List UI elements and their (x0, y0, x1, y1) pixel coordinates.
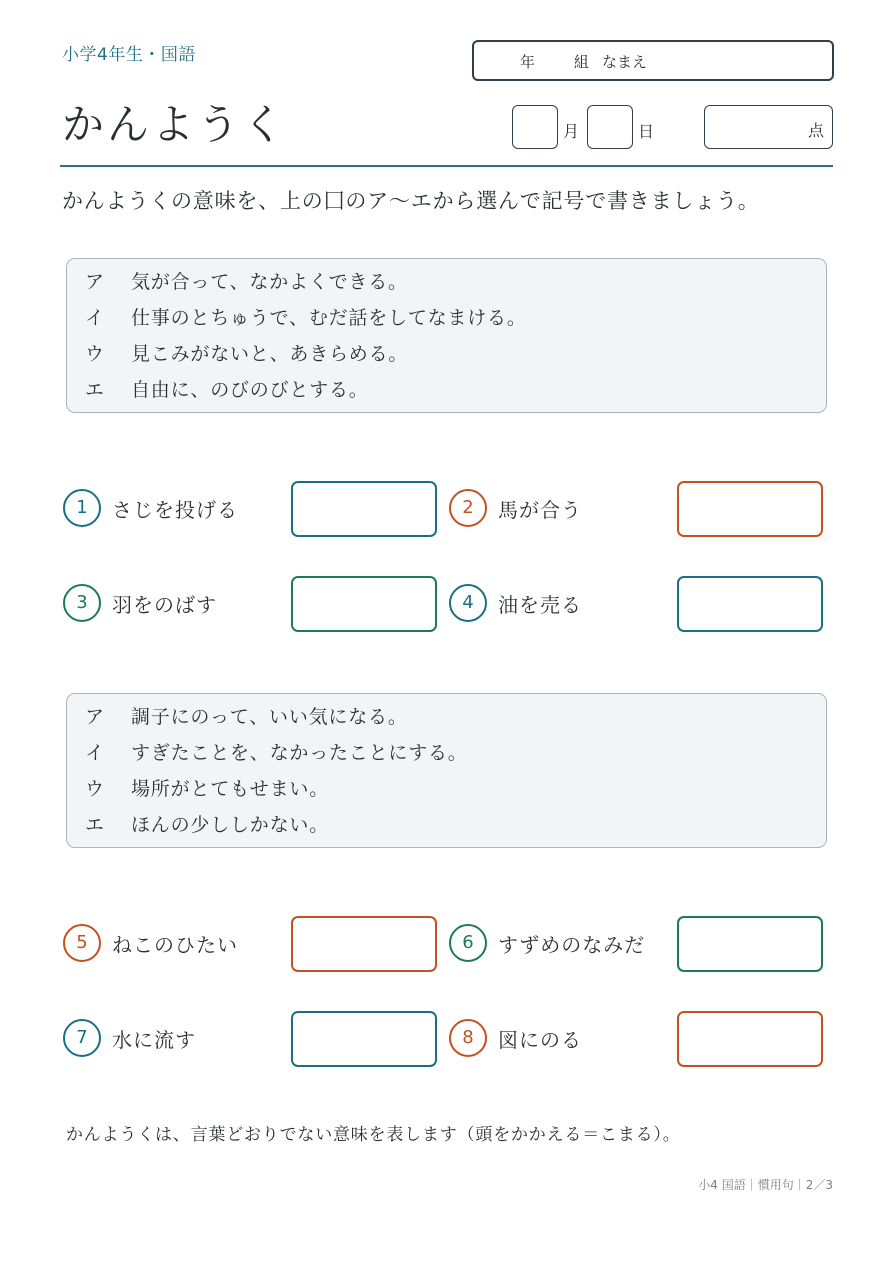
question-text-1: さじを投げる (112, 498, 238, 522)
day-label: 日 (638, 122, 655, 141)
answer-box-8[interactable] (677, 1011, 823, 1067)
question-text-4: 油を売る (498, 593, 582, 617)
answer-box-4[interactable] (677, 576, 823, 632)
choice-i: イ 仕事のとちゅうで、むだ話をしてなまける。 (85, 307, 527, 329)
choice-e: エ 自由に、のびのびとする。 (85, 379, 369, 401)
month-field[interactable] (512, 105, 558, 149)
score-field[interactable] (704, 105, 833, 149)
grade-subject-label: 小学4年生・国語 (62, 45, 196, 65)
question-number-2: 2 (449, 489, 487, 527)
header-divider (60, 165, 833, 167)
month-label: 月 (563, 122, 580, 141)
name-year-label: 年 (520, 53, 536, 71)
choice-a: ア 気が合って、なかよくできる。 (85, 271, 408, 293)
question-text-6: すずめのなみだ (498, 933, 646, 957)
choice-e: エ ほんの少ししかない。 (85, 814, 330, 836)
name-label: なまえ (602, 53, 648, 71)
question-text-2: 馬が合う (498, 498, 582, 522)
page-footer: 小4 国語｜慣用句｜2／3 (698, 1178, 833, 1192)
page-title: かんようく (62, 100, 288, 149)
choice-u: ウ 場所がとてもせまい。 (85, 778, 330, 800)
question-text-3: 羽をのばす (112, 593, 217, 617)
question-number-7: 7 (63, 1019, 101, 1057)
question-number-5: 5 (63, 924, 101, 962)
score-label: 点 (807, 121, 824, 140)
question-number-6: 6 (449, 924, 487, 962)
question-number-4: 4 (449, 584, 487, 622)
instruction-text: かんようくの意味を、上の囗のア〜エから選んで記号で書きましょう。 (62, 189, 760, 213)
answer-box-3[interactable] (291, 576, 437, 632)
answer-box-7[interactable] (291, 1011, 437, 1067)
answer-box-6[interactable] (677, 916, 823, 972)
choices-box-2 (66, 693, 827, 848)
footnote: かんようくは、言葉どおりでない意味を表します（頭をかかえる＝こまる）。 (66, 1125, 681, 1145)
question-text-5: ねこのひたい (112, 933, 238, 957)
name-field[interactable] (472, 40, 834, 81)
answer-box-1[interactable] (291, 481, 437, 537)
choice-a: ア 調子にのって、いい気になる。 (85, 706, 408, 728)
choices-box-1 (66, 258, 827, 413)
question-text-7: 水に流す (112, 1028, 196, 1052)
question-number-1: 1 (63, 489, 101, 527)
answer-box-2[interactable] (677, 481, 823, 537)
choice-i: イ すぎたことを、なかったことにする。 (85, 742, 468, 764)
question-number-8: 8 (449, 1019, 487, 1057)
choice-u: ウ 見こみがないと、あきらめる。 (85, 343, 409, 365)
name-class-label: 組 (574, 53, 590, 71)
question-text-8: 図にのる (498, 1028, 582, 1052)
day-field[interactable] (587, 105, 633, 149)
question-number-3: 3 (63, 584, 101, 622)
answer-box-5[interactable] (291, 916, 437, 972)
